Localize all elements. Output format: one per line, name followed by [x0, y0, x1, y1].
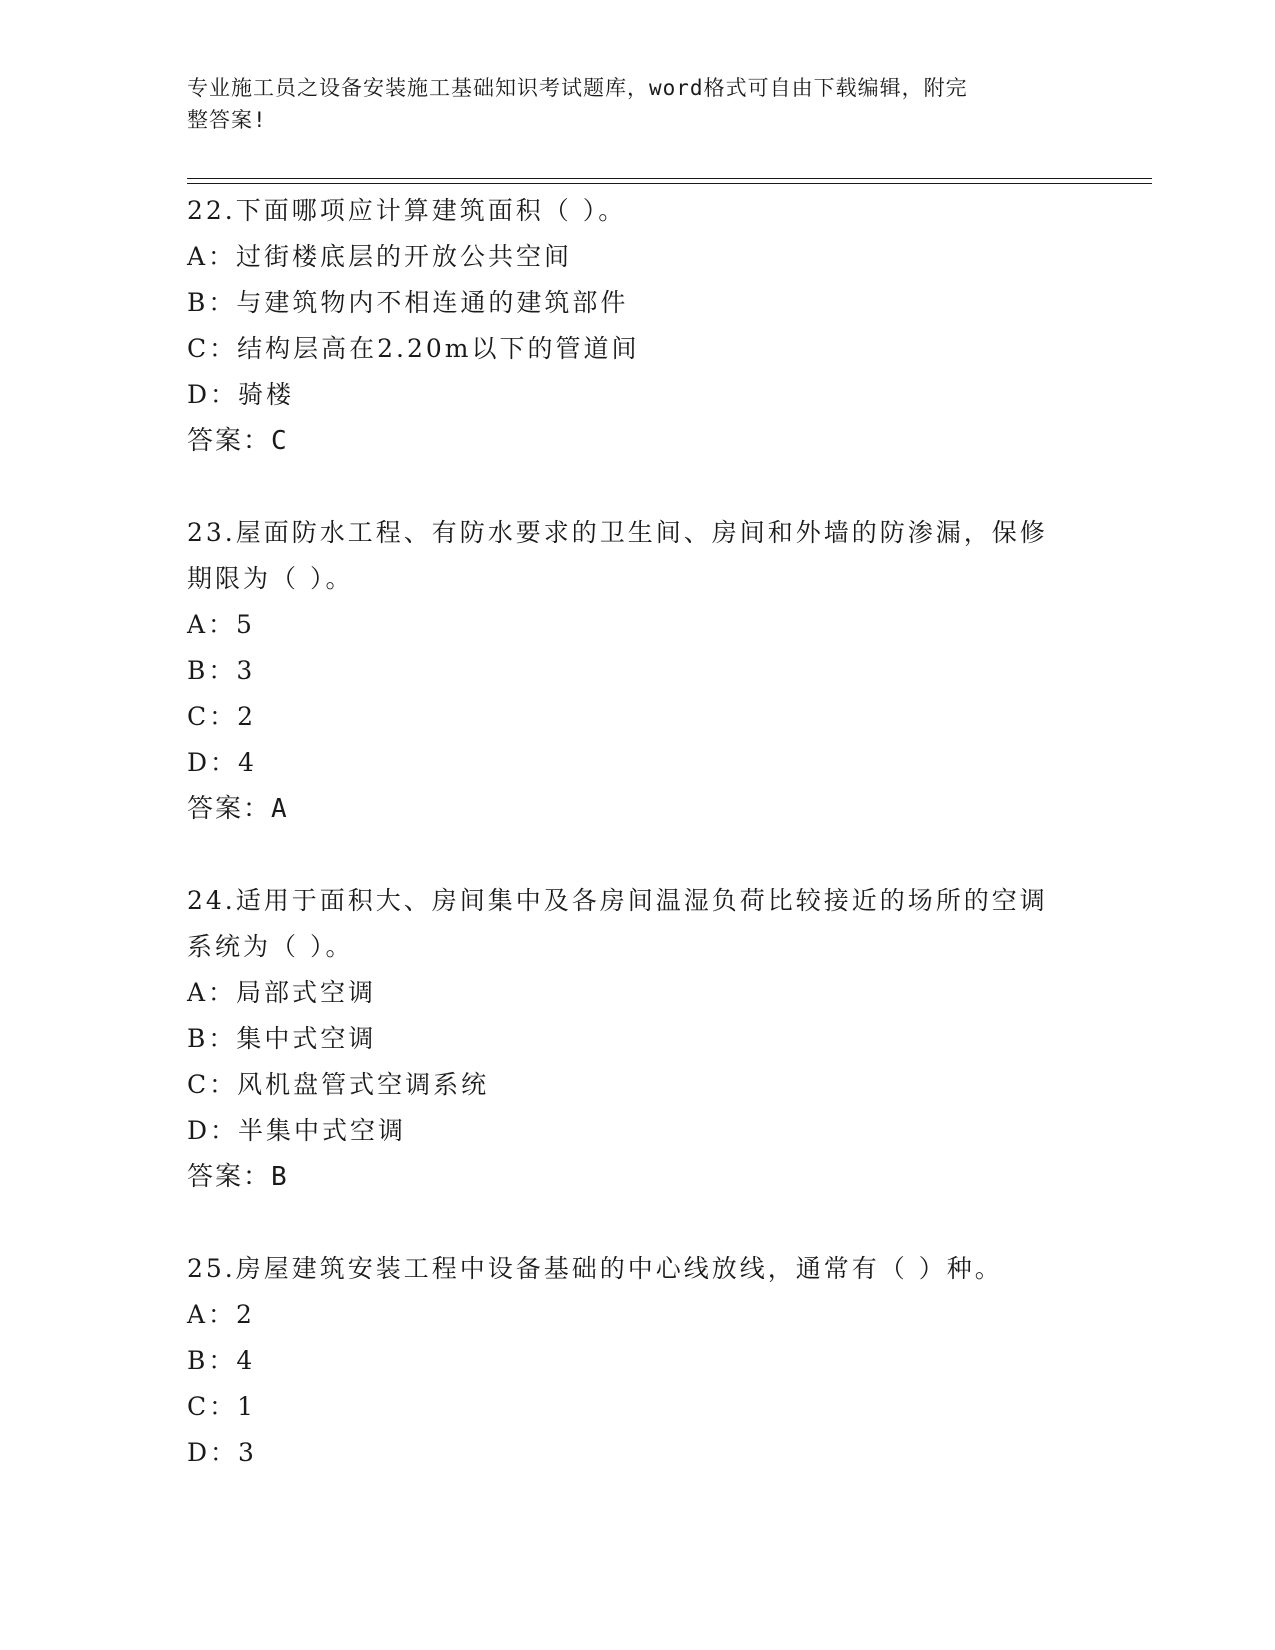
document-header — [187, 72, 1067, 136]
option-d: D：4 — [187, 748, 257, 777]
option-c: C：风机盘管式空调系统 — [187, 1070, 490, 1099]
option-a: A：5 — [187, 610, 255, 639]
option-a: A：2 — [187, 1300, 255, 1329]
option-b: B：3 — [187, 656, 256, 685]
question-23 — [187, 510, 1087, 832]
option-a: A：局部式空调 — [187, 978, 377, 1007]
question-24 — [187, 878, 1087, 1200]
option-b: B：4 — [187, 1346, 256, 1375]
question-text-continued: 期限为（ ）。 — [187, 564, 354, 593]
question-text-continued: 系统为（ ）。 — [187, 932, 354, 961]
question-text: 22.下面哪项应计算建筑面积（ ）。 — [187, 196, 627, 225]
option-b: B：集中式空调 — [187, 1024, 377, 1053]
option-b: B：与建筑物内不相连通的建筑部件 — [187, 288, 629, 317]
header-divider-top — [187, 178, 1152, 179]
option-c: C：结构层高在2.20m以下的管道间 — [187, 334, 640, 363]
answer-label: 答案：A — [187, 794, 289, 824]
question-22 — [187, 188, 1087, 464]
answer-label: 答案：B — [187, 1162, 289, 1192]
option-d: D：半集中式空调 — [187, 1116, 407, 1145]
answer-label: 答案：C — [187, 426, 289, 456]
question-text: 23.屋面防水工程、有防水要求的卫生间、房间和外墙的防渗漏，保修 — [187, 518, 1048, 547]
question-25 — [187, 1246, 1087, 1476]
question-text: 24.适用于面积大、房间集中及各房间温湿负荷比较接近的场所的空调 — [187, 886, 1048, 915]
option-d: D：骑楼 — [187, 380, 295, 409]
option-d: D：3 — [187, 1438, 257, 1467]
option-c: C：1 — [187, 1392, 257, 1421]
question-text: 25.房屋建筑安装工程中设备基础的中心线放线，通常有（ ）种。 — [187, 1254, 1003, 1283]
header-divider-bottom — [187, 183, 1152, 184]
option-a: A：过街楼底层的开放公共空间 — [187, 242, 573, 271]
option-c: C：2 — [187, 702, 257, 731]
header-line-1: 专业施工员之设备安装施工基础知识考试题库，word格式可自由下载编辑，附完 — [187, 76, 968, 100]
question-list — [187, 188, 1087, 1522]
header-line-2: 整答案! — [187, 108, 267, 132]
